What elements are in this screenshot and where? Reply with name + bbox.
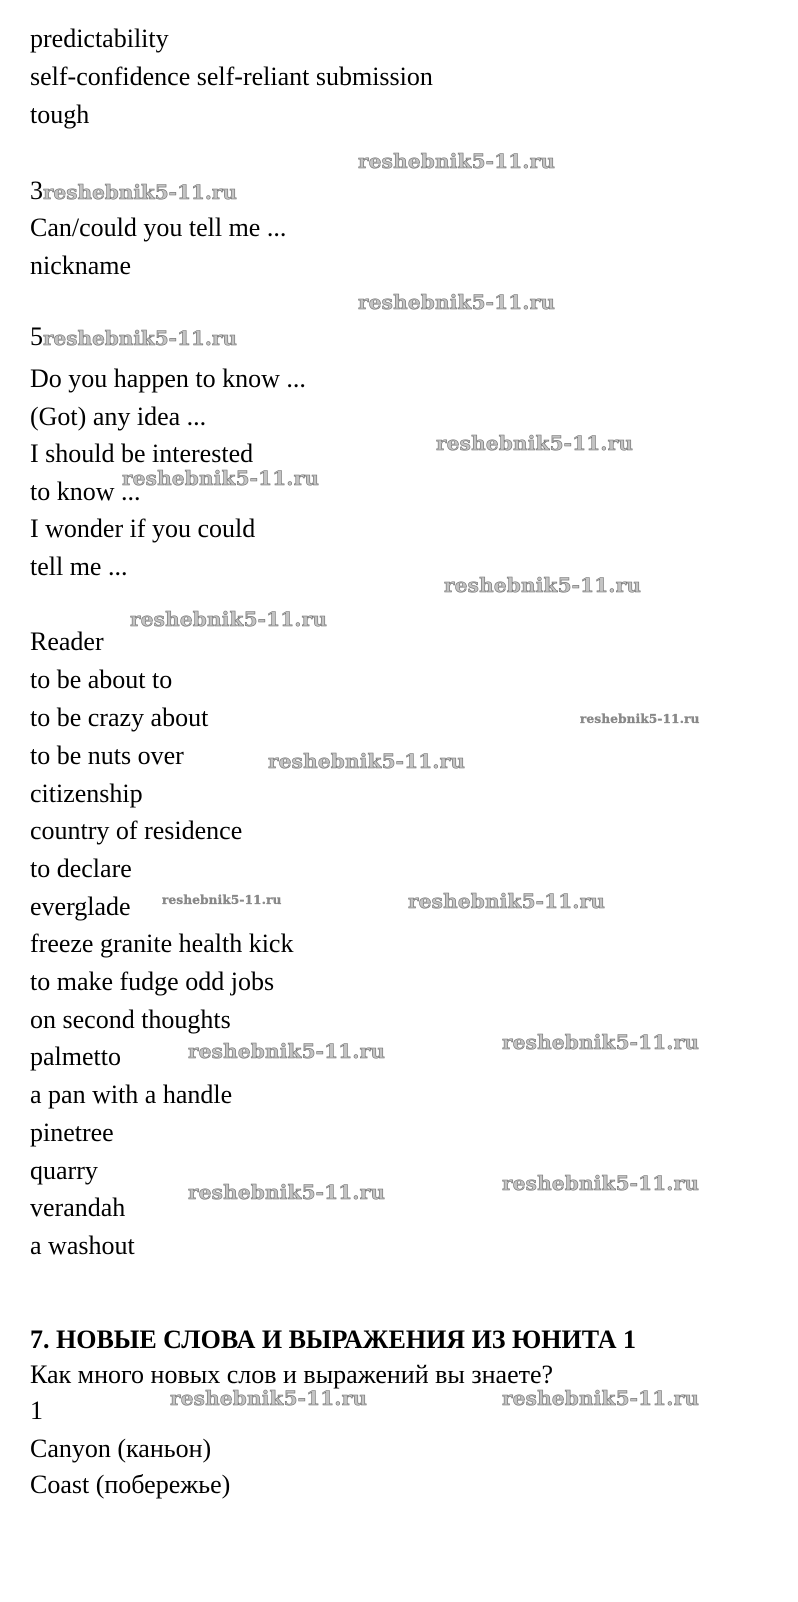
watermark: reshebnik5-11.ru xyxy=(436,431,634,455)
item-number: 1 xyxy=(30,1396,43,1425)
text-line: a pan with a handle xyxy=(30,1080,233,1109)
text-line: (Got) any idea ... xyxy=(30,402,207,431)
text-line: to make fudge odd jobs xyxy=(30,967,275,996)
watermark: reshebnik5-11.ru xyxy=(43,326,237,350)
watermark: reshebnik5-11.ru xyxy=(188,1180,386,1204)
text-line: quarry xyxy=(30,1156,98,1185)
text-line: Do you happen to know ... xyxy=(30,364,306,393)
watermark: reshebnik5-11.ru xyxy=(502,1171,700,1195)
text-line: everglade xyxy=(30,892,131,921)
text-line: to be nuts over xyxy=(30,741,184,770)
text-line: on second thoughts xyxy=(30,1005,231,1034)
watermark: reshebnik5-11.ru xyxy=(170,1386,368,1410)
vocab-item: Canyon (каньон) xyxy=(30,1434,212,1463)
text-line: freeze granite health kick xyxy=(30,929,294,958)
watermark: reshebnik5-11.ru xyxy=(358,290,556,314)
section-heading: 7. НОВЫЕ СЛОВА И ВЫРАЖЕНИЯ ИЗ ЮНИТА 1 xyxy=(30,1325,637,1354)
watermark: reshebnik5-11.ru xyxy=(358,149,556,173)
text-line: self-confidence self-reliant submission xyxy=(30,62,433,91)
text-line: nickname xyxy=(30,251,132,280)
watermark: reshebnik5-11.ru xyxy=(188,1039,386,1063)
text-line: to be about to xyxy=(30,665,173,694)
text-line: citizenship xyxy=(30,779,143,808)
watermark: reshebnik5-11.ru xyxy=(502,1030,700,1054)
watermark: reshebnik5-11.ru xyxy=(122,466,320,490)
text-line: palmetto xyxy=(30,1042,121,1071)
watermark: reshebnik5-11.ru xyxy=(43,180,237,204)
text-line: tell me ... xyxy=(30,552,128,581)
watermark: reshebnik5-11.ru xyxy=(130,607,328,631)
text-line: to know ... xyxy=(30,477,141,506)
section-title: Reader xyxy=(30,627,104,656)
text-line: I should be interested xyxy=(30,439,254,468)
text-line: to declare xyxy=(30,854,132,883)
watermark: reshebnik5-11.ru xyxy=(444,573,642,597)
section-question: Как много новых слов и выражений вы знаете? xyxy=(30,1360,554,1389)
text-line: I wonder if you could xyxy=(30,514,256,543)
text-line: verandah xyxy=(30,1193,126,1222)
text-line: country of residence xyxy=(30,816,243,845)
text-line: pinetree xyxy=(30,1118,114,1147)
text-line: to be crazy about xyxy=(30,703,209,732)
text-line: a washout xyxy=(30,1231,135,1260)
watermark: reshebnik5-11.ru xyxy=(162,893,282,907)
text-line: tough xyxy=(30,100,90,129)
watermark: reshebnik5-11.ru xyxy=(408,889,606,913)
text-line: Can/could you tell me ... xyxy=(30,213,287,242)
watermark: reshebnik5-11.ru xyxy=(268,749,466,773)
exercise-number: 5reshebnik5-11.ru xyxy=(30,322,237,351)
text-line: predictability xyxy=(30,24,169,53)
watermark: reshebnik5-11.ru xyxy=(580,712,700,726)
watermark: reshebnik5-11.ru xyxy=(502,1386,700,1410)
vocab-item: Coast (побережье) xyxy=(30,1470,231,1499)
exercise-number: 3reshebnik5-11.ru xyxy=(30,176,237,205)
